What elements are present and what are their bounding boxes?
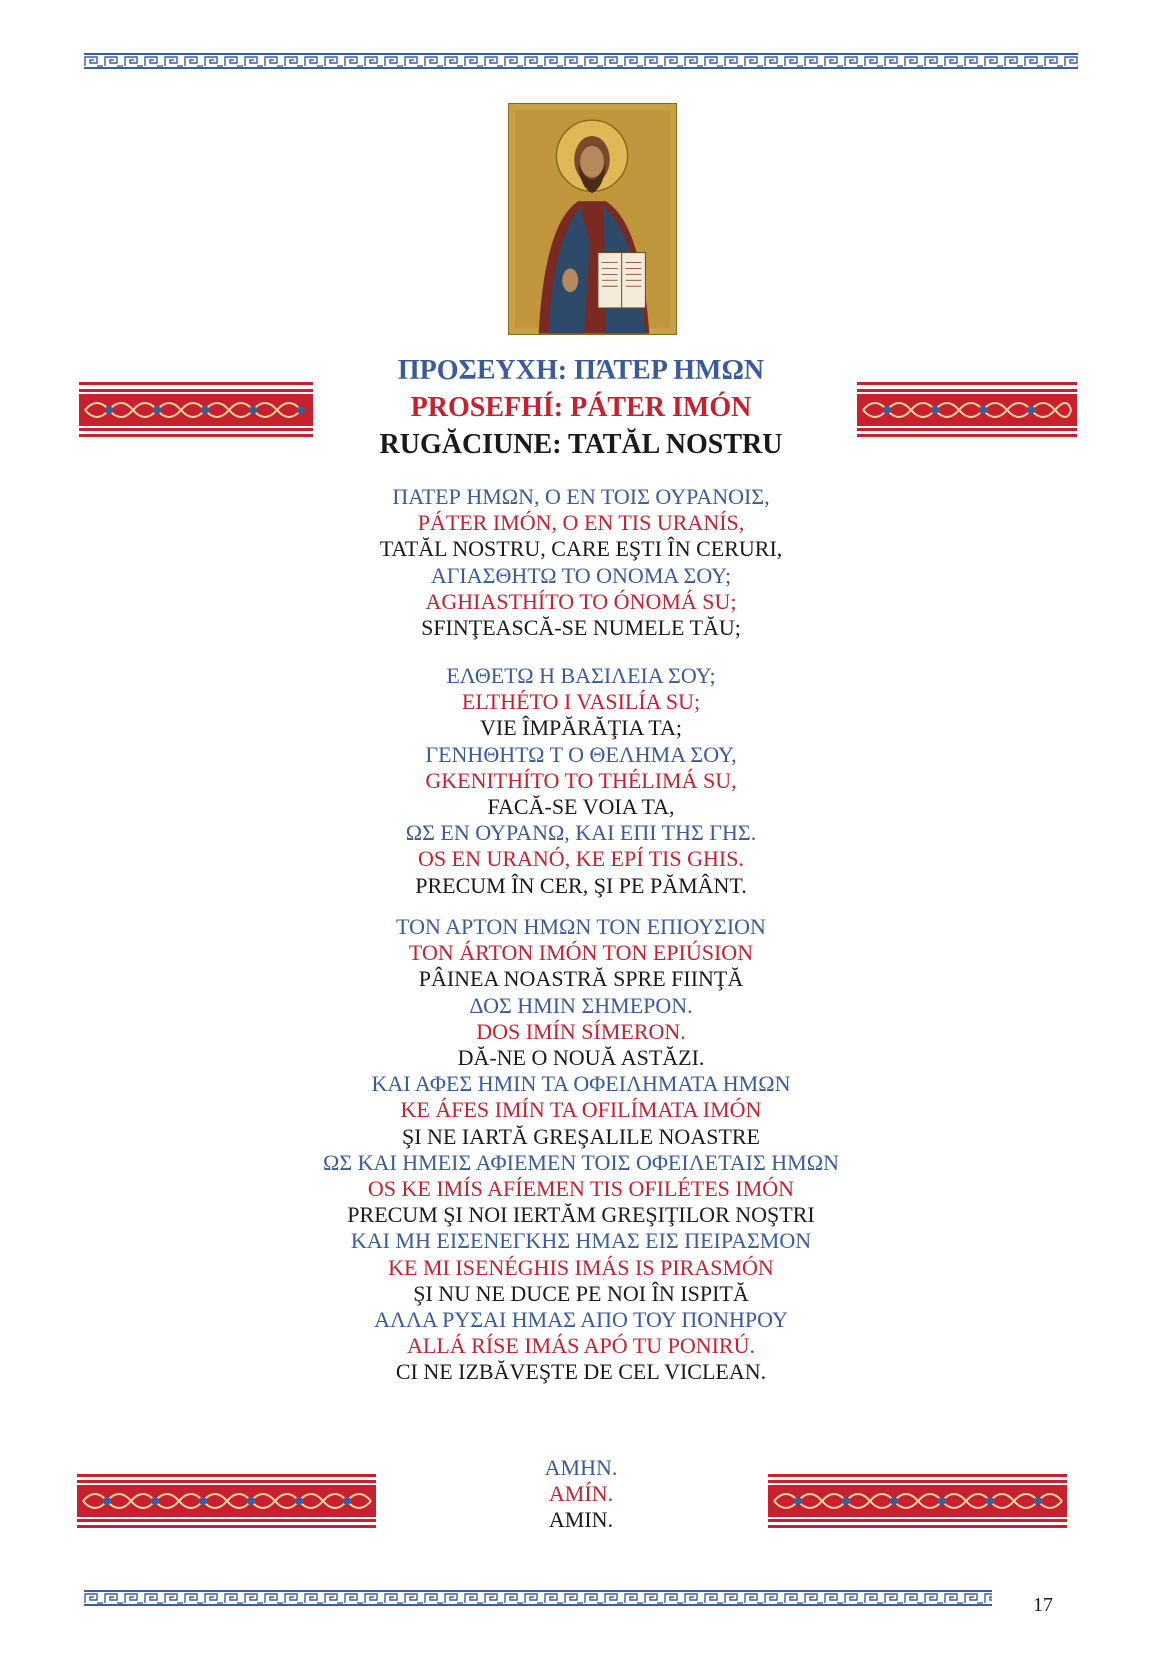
prayer-line: ΚΑΙ ΑΦΕΣ ΗΜΙΝ ΤΑ ΟΦΕΙΛΗΜΑΤΑ ΗΜΩΝ	[371, 1071, 791, 1097]
prayer-line: FACĂ-SE VOIA TA,	[487, 794, 675, 820]
prayer-line: ŞI NE IARTĂ GREŞALILE NOASTRE	[402, 1123, 760, 1149]
page-number: 17	[1033, 1594, 1053, 1616]
prayer-line: ΑΛΛΑ ΡΥΣΑΙ ΗΜΑΣ ΑΠΟ ΤΟΥ ΠΟΝΗΡΟΥ	[374, 1307, 788, 1333]
christ-pantocrator-icon	[508, 103, 677, 335]
prayer-line: ΕΛΘΕΤΩ Η ΒΑΣΙΛΕΙΑ ΣΟΥ;	[446, 663, 716, 688]
prayer-line: CI NE IZBĂVEŞTE DE CEL VICLEAN.	[395, 1359, 767, 1385]
prayer-line: ΓΕΝΗΘΗΤΩ Τ Ο ΘΕΛΗΜΑ ΣΟΥ,	[425, 741, 737, 767]
prayer-line: AGHIASTHÍTO TO ÓNOMÁ SU;	[425, 588, 737, 614]
prayer-line: ΤΟΝ ΑΡΤΟΝ ΗΜΩΝ ΤΟΝ ΕΠΙΟΥΣΙΟΝ	[396, 914, 766, 939]
prayer-title	[0, 352, 1162, 463]
title-romanian: RUGĂCIUNE: TATĂL NOSTRU	[379, 429, 783, 460]
stanza-3	[0, 914, 1162, 1386]
amen-block	[0, 1455, 1162, 1534]
stanza-1	[0, 484, 1162, 641]
prayer-line: ΩΣ ΚΑΙ ΗΜΕΙΣ ΑΦΙΕΜΕΝ ΤΟΙΣ ΟΦΕΙΛΕΤΑΙΣ ΗΜΩΝ	[323, 1149, 839, 1175]
stanza-2	[0, 663, 1162, 899]
prayer-line: ALLÁ RÍSE IMÁS APÓ TU PONIRÚ.	[407, 1333, 755, 1359]
prayer-line: KE ÁFES IMÍN TA OFILÍMATA IMÓN	[400, 1097, 762, 1123]
prayer-line: DOS IMÍN SÍMERON.	[476, 1018, 686, 1044]
top-greek-key-border	[84, 53, 1078, 69]
amen-romanian: AMIN.	[548, 1507, 614, 1533]
prayer-line: OS EN URANÓ, KE EPÍ TIS GHIS.	[418, 846, 744, 872]
bottom-greek-key-border	[84, 1590, 992, 1606]
prayer-line: PRECUM ŞI NOI IERTĂM GREŞIŢILOR NOŞTRI	[347, 1202, 815, 1228]
prayer-line: KE MI ISENÉGHIS IMÁS IS PIRASMÓN	[388, 1254, 774, 1280]
prayer-line: DĂ-NE O NOUĂ ASTĂZI.	[457, 1045, 705, 1071]
prayer-line: ΩΣ ΕΝ ΟΥΡΑΝΩ, ΚΑΙ ΕΠΙ ΤΗΣ ΓΗΣ.	[405, 820, 757, 846]
prayer-line: GKENITHÍTO TO THÉLIMÁ SU,	[425, 767, 737, 793]
prayer-line: SFINŢEASCĂ-SE NUMELE TĂU;	[421, 615, 741, 641]
prayer-line: ELTHÉTO I VASILÍA SU;	[461, 689, 701, 715]
prayer-line: ΠΑΤΕΡ ΗΜΩΝ, Ο ΕΝ ΤΟΙΣ ΟΥΡΑΝΟΙΣ,	[392, 484, 770, 509]
prayer-line: OS KE IMÍS AFÍEMEN TIS OFILÉTES IMÓN	[367, 1176, 795, 1202]
prayer-line: ΔΟΣ ΗΜΙΝ ΣΗΜΕΡΟΝ.	[469, 992, 693, 1018]
prayer-line: TATĂL NOSTRU, CARE EŞTI ÎN CERURI,	[379, 536, 783, 562]
prayer-line: PÁTER IMÓN, O EN TIS URANÍS,	[417, 510, 745, 536]
prayer-line: PRECUM ÎN CER, ŞI PE PĂMÂNT.	[415, 872, 747, 898]
prayer-line: VIE ÎMPĂRĂŢIA TA;	[480, 715, 682, 741]
amen-transliteration: AMÍN.	[548, 1481, 614, 1507]
prayer-line: ΚΑΙ ΜΗ ΕΙΣΕΝΕΓΚΗΣ ΗΜΑΣ ΕΙΣ ΠΕΙΡΑΣΜΟΝ	[350, 1228, 812, 1254]
prayer-line: ŞI NU NE DUCE PE NOI ÎN ISPITĂ	[413, 1280, 749, 1306]
amen-greek: ΑΜΗΝ.	[544, 1455, 618, 1480]
prayer-line: PÂINEA NOASTRĂ SPRE FIINŢĂ	[418, 966, 744, 992]
prayer-line: ΑΓΙΑΣΘΗΤΩ ΤΟ ΟΝΟΜΑ ΣΟΥ;	[430, 562, 732, 588]
prayer-line: TON ÁRTON IMÓN TON EPIÚSION	[408, 940, 754, 966]
title-transliteration: PROSEFHÍ: PÁTER IMÓN	[410, 392, 752, 423]
title-greek: ΠΡΟΣΕΥΧΗ: ΠΆΤΕΡ ΗΜΩΝ	[397, 355, 765, 386]
